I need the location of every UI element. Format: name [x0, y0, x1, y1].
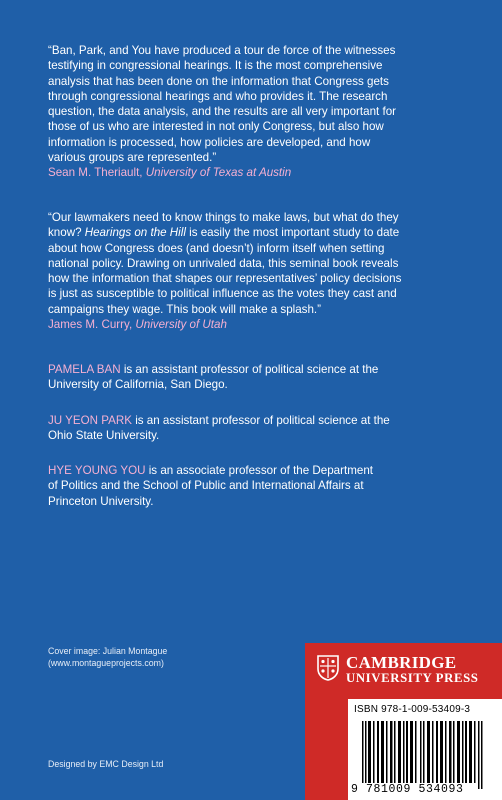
book-title: Hearings on the Hill [84, 226, 186, 240]
designer-credit: Designed by EMC Design Ltd [48, 759, 164, 769]
endorsement-attribution [48, 317, 453, 332]
author-name: JU YEON PARK [48, 414, 132, 427]
endorsement-attribution [48, 165, 453, 180]
publisher-name: CAMBRIDGE [346, 653, 457, 672]
author-bio-park: JU YEON PARK is an assistant professor of political science at the Ohio State University. [48, 414, 390, 443]
isbn-label: ISBN 978-1-009-53409-3 [354, 704, 471, 715]
endorsement-1 [48, 43, 453, 181]
endorsement-text: “Our lawmakers need to know things to make laws, but what do they know? Hearings on the Hill is easily the most important study to date about how Congress does (and doesn’t) inform itself when setting national policy. Drawing on unrivaled data, this seminal book reveals how the information that shapes our representatives’ policy decisions is just as susceptible to political influence as the votes they cast and campaigns they wage. This book will make a splash.” [48, 211, 402, 316]
publisher-subname: UNIVERSITY PRESS [346, 671, 479, 685]
barcode-number: 9 781009 534093 [351, 783, 464, 796]
endorser-affiliation: University of Texas at Austin [145, 166, 292, 180]
publisher-block [305, 643, 502, 800]
author-name: PAMELA BAN [48, 363, 121, 376]
endorsement-text: “Ban, Park, and You have produced a tour de force of the witnesses testifying in congressional hearings. It is the most comprehensive analysis that has been done on the information that Congress gets through congressional hearings and who provides it. The research question, the data analysis, and the results are all very important for those of us who are interested in not only Congress, but also how information is processed, how policies are developed, and how various groups are represented.” [48, 44, 396, 165]
barcode-panel [348, 699, 502, 800]
cover-image-credit: Cover image: Julian Montague (www.montagueprojects.com) [48, 646, 168, 668]
author-name: HYE YOUNG YOU [48, 464, 146, 477]
endorsement-2 [48, 210, 453, 332]
author-bio-you: HYE YOUNG YOU is an associate professor of the Department of Politics and the School of Public and International Affairs at Princeton University. [48, 464, 373, 508]
author-bio-ban: PAMELA BAN is an assistant professor of political science at the University of California, San Diego. [48, 363, 379, 392]
endorser-name: Sean M. Theriault, [48, 166, 143, 180]
barcode-icon [354, 721, 496, 789]
endorser-name: James M. Curry, [48, 318, 133, 332]
cambridge-shield-icon [317, 655, 339, 681]
endorser-affiliation: University of Utah [135, 318, 227, 332]
publisher-logo [317, 655, 479, 685]
